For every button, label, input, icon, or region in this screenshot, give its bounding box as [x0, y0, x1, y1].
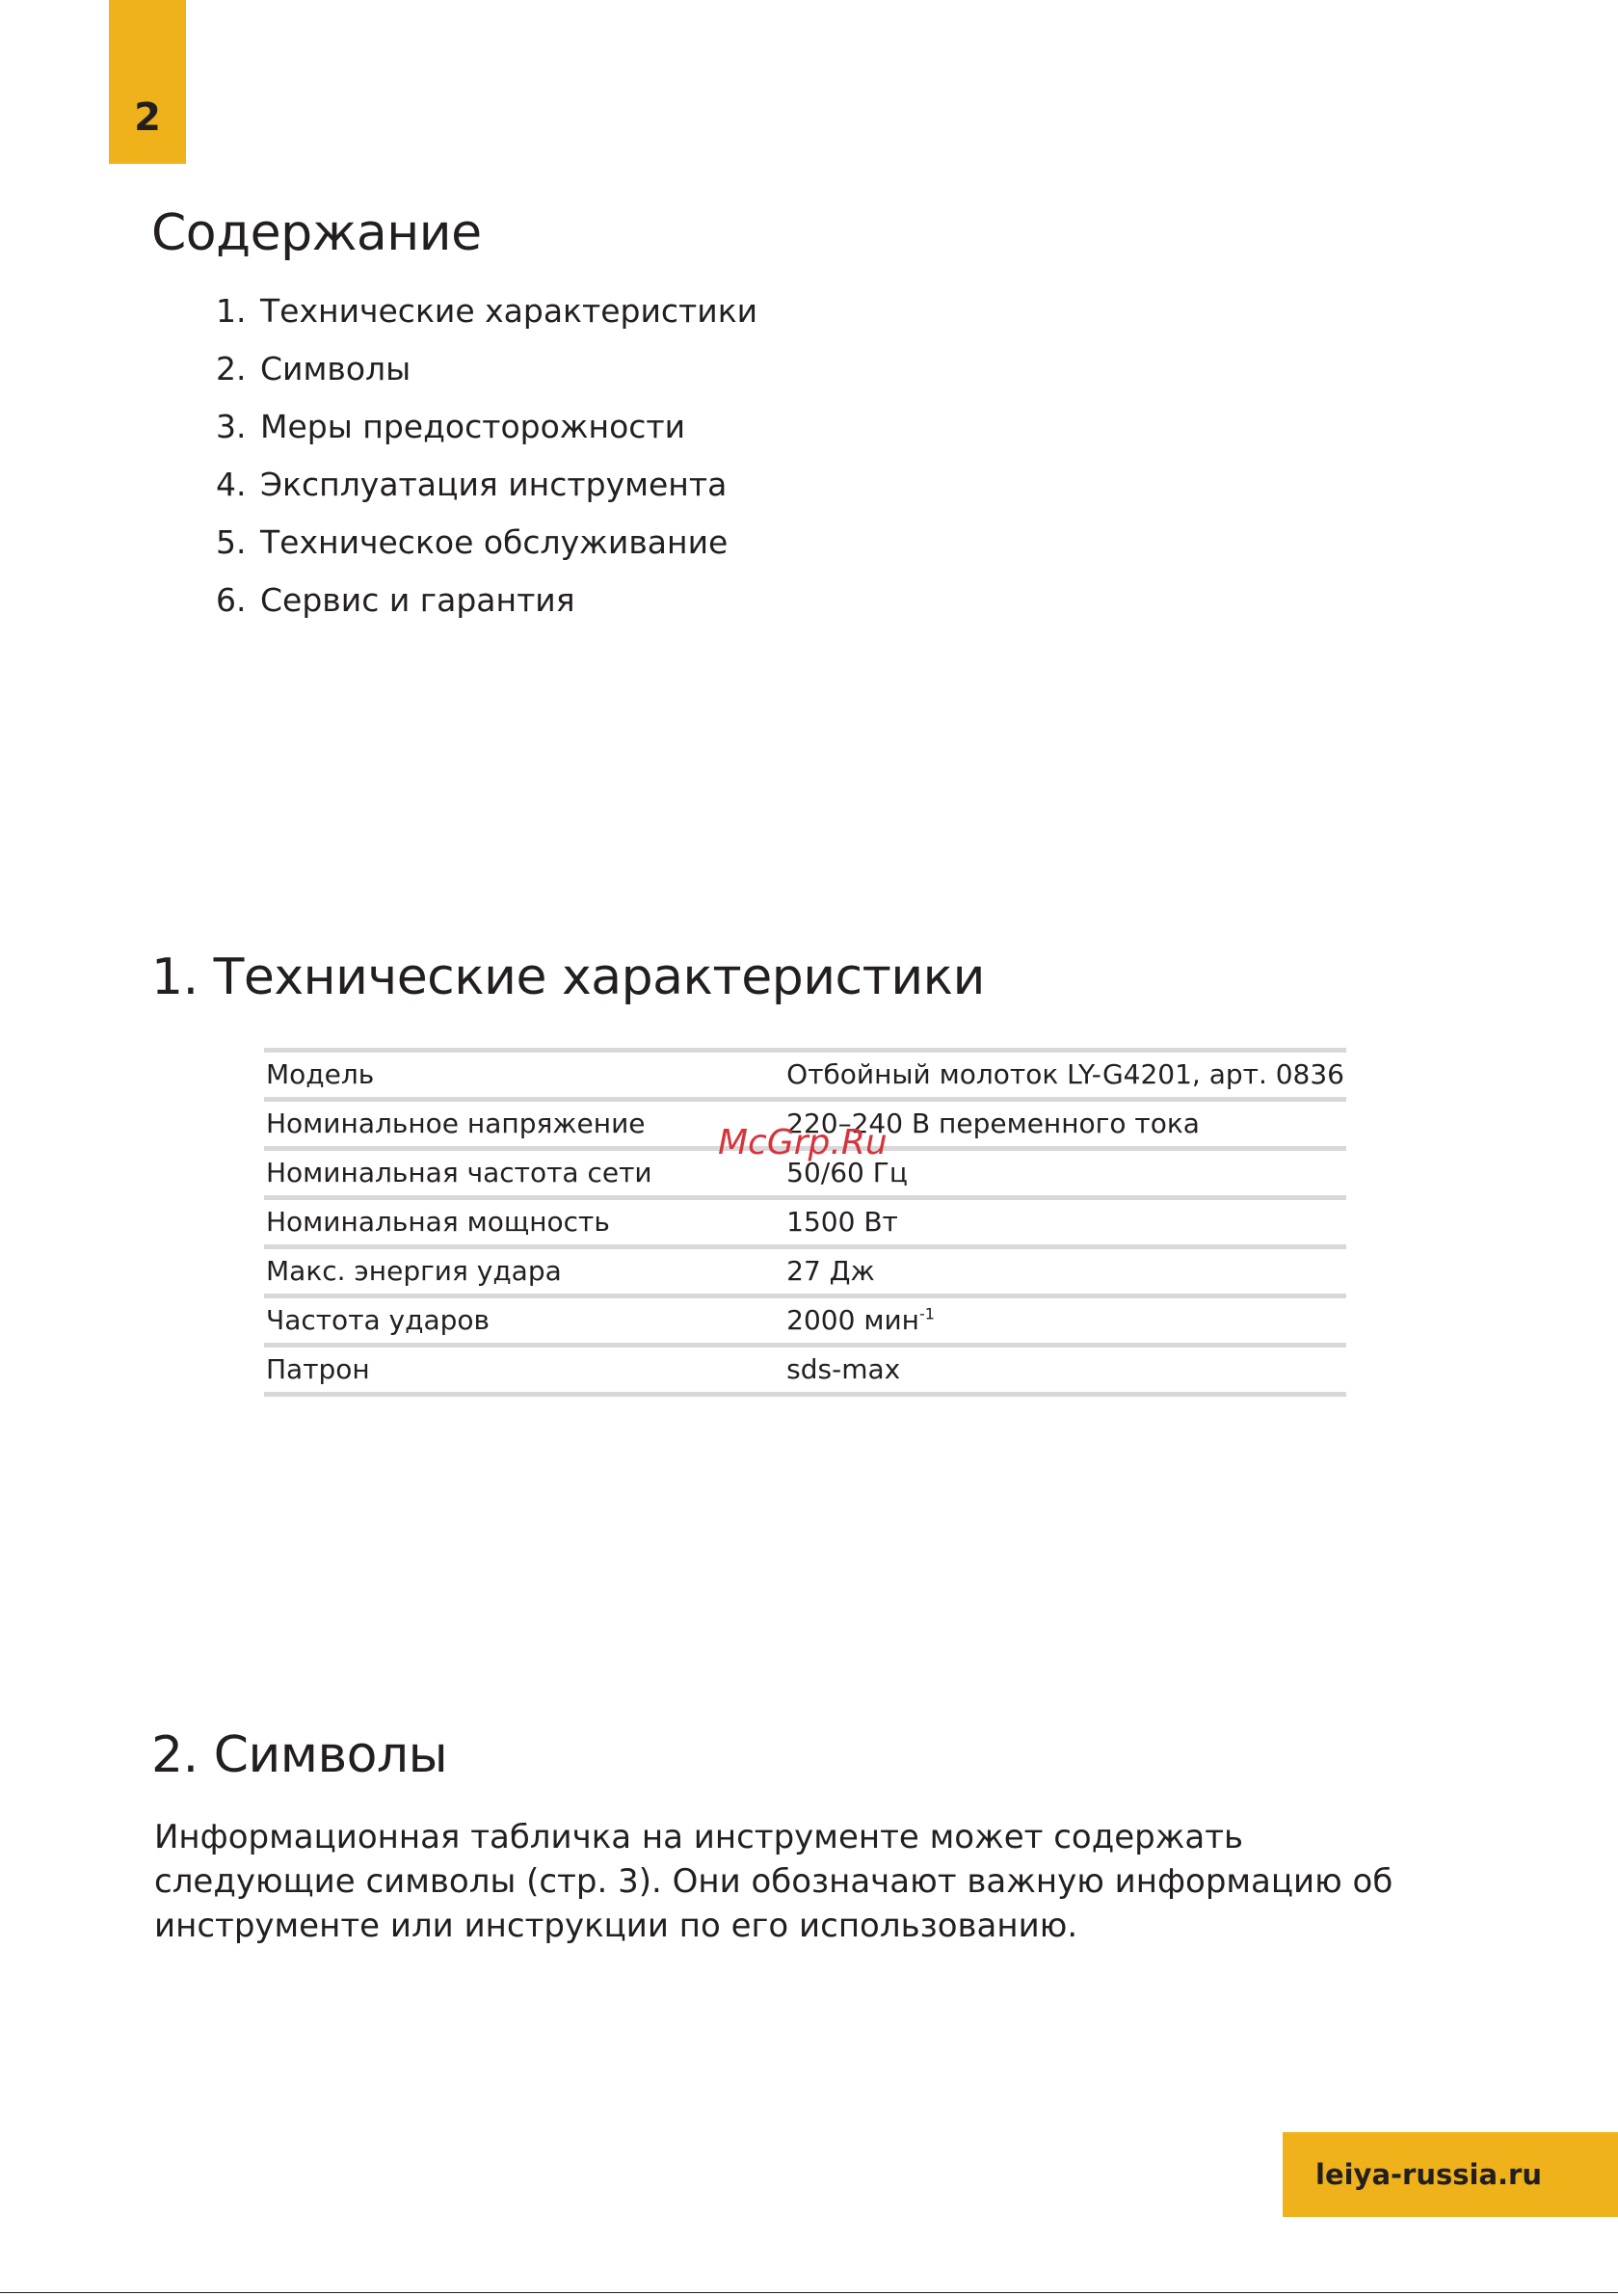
toc-item [216, 580, 757, 638]
toc-item-number: 3. [216, 408, 247, 445]
toc-item [216, 407, 757, 465]
spec-value: 2000 мин [786, 1304, 919, 1336]
spec-label: Частота ударов [264, 1296, 784, 1346]
spec-value: 27 Дж [784, 1247, 1346, 1296]
spec-value: sds-max [784, 1346, 1346, 1395]
spec-label: Патрон [264, 1346, 784, 1395]
toc-item [216, 291, 757, 349]
spec-value: 50/60 Гц [784, 1149, 1346, 1198]
footer-banner [1283, 2132, 1618, 2217]
table-row [264, 1247, 1346, 1296]
page-number-tab [109, 0, 186, 164]
toc-item-number: 1. [216, 292, 247, 330]
page-bottom-rule [0, 2292, 1618, 2293]
toc-item [216, 465, 757, 522]
toc-item-number: 4. [216, 466, 247, 503]
symbols-paragraph: Информационная табличка на инструменте может содержать следующие символы (стр. 3). Они обозначают важную информацию об инструменте или инструкции по его использованию. [154, 1818, 1393, 1945]
footer-site-link[interactable]: leiya-russia.ru [1315, 2158, 1543, 2191]
toc-item-label: Символы [260, 350, 411, 387]
spec-value: 1500 Вт [784, 1198, 1346, 1247]
spec-label: Номинальная частота сети [264, 1149, 784, 1198]
spec-value: 220–240 В переменного тока [784, 1100, 1346, 1149]
toc-item-number: 6. [216, 581, 247, 619]
toc-item-label: Техническое обслуживание [260, 523, 729, 561]
table-row [264, 1346, 1346, 1395]
watermark: McGrp.Ru [718, 1123, 888, 1162]
toc-item [216, 349, 757, 407]
toc-item-label: Сервис и гарантия [260, 581, 575, 619]
spec-label: Макс. энергия удара [264, 1247, 784, 1296]
toc-item-label: Технические характеристики [260, 292, 758, 330]
toc-item-number: 5. [216, 523, 247, 561]
toc-item [216, 522, 757, 580]
spec-value-cell [784, 1296, 1346, 1346]
table-row [264, 1051, 1346, 1100]
toc-title: Содержание [151, 204, 482, 262]
symbols-title: 2. Символы [151, 1726, 448, 1784]
specs-table [264, 1048, 1346, 1397]
spec-value-superscript: -1 [918, 1304, 935, 1323]
specs-title: 1. Технические характеристики [151, 948, 985, 1006]
page-number: 2 [134, 95, 161, 140]
spec-label: Номинальная мощность [264, 1198, 784, 1247]
table-row [264, 1198, 1346, 1247]
toc-item-label: Меры предосторожности [260, 408, 686, 445]
spec-value: Отбойный молоток LY-G4201, арт. 0836 [784, 1051, 1346, 1100]
table-row [264, 1296, 1346, 1346]
toc-item-number: 2. [216, 350, 247, 387]
spec-label: Модель [264, 1051, 784, 1100]
toc-list [216, 291, 757, 638]
spec-label: Номинальное напряжение [264, 1100, 784, 1149]
toc-item-label: Эксплуатация инструмента [260, 466, 728, 503]
